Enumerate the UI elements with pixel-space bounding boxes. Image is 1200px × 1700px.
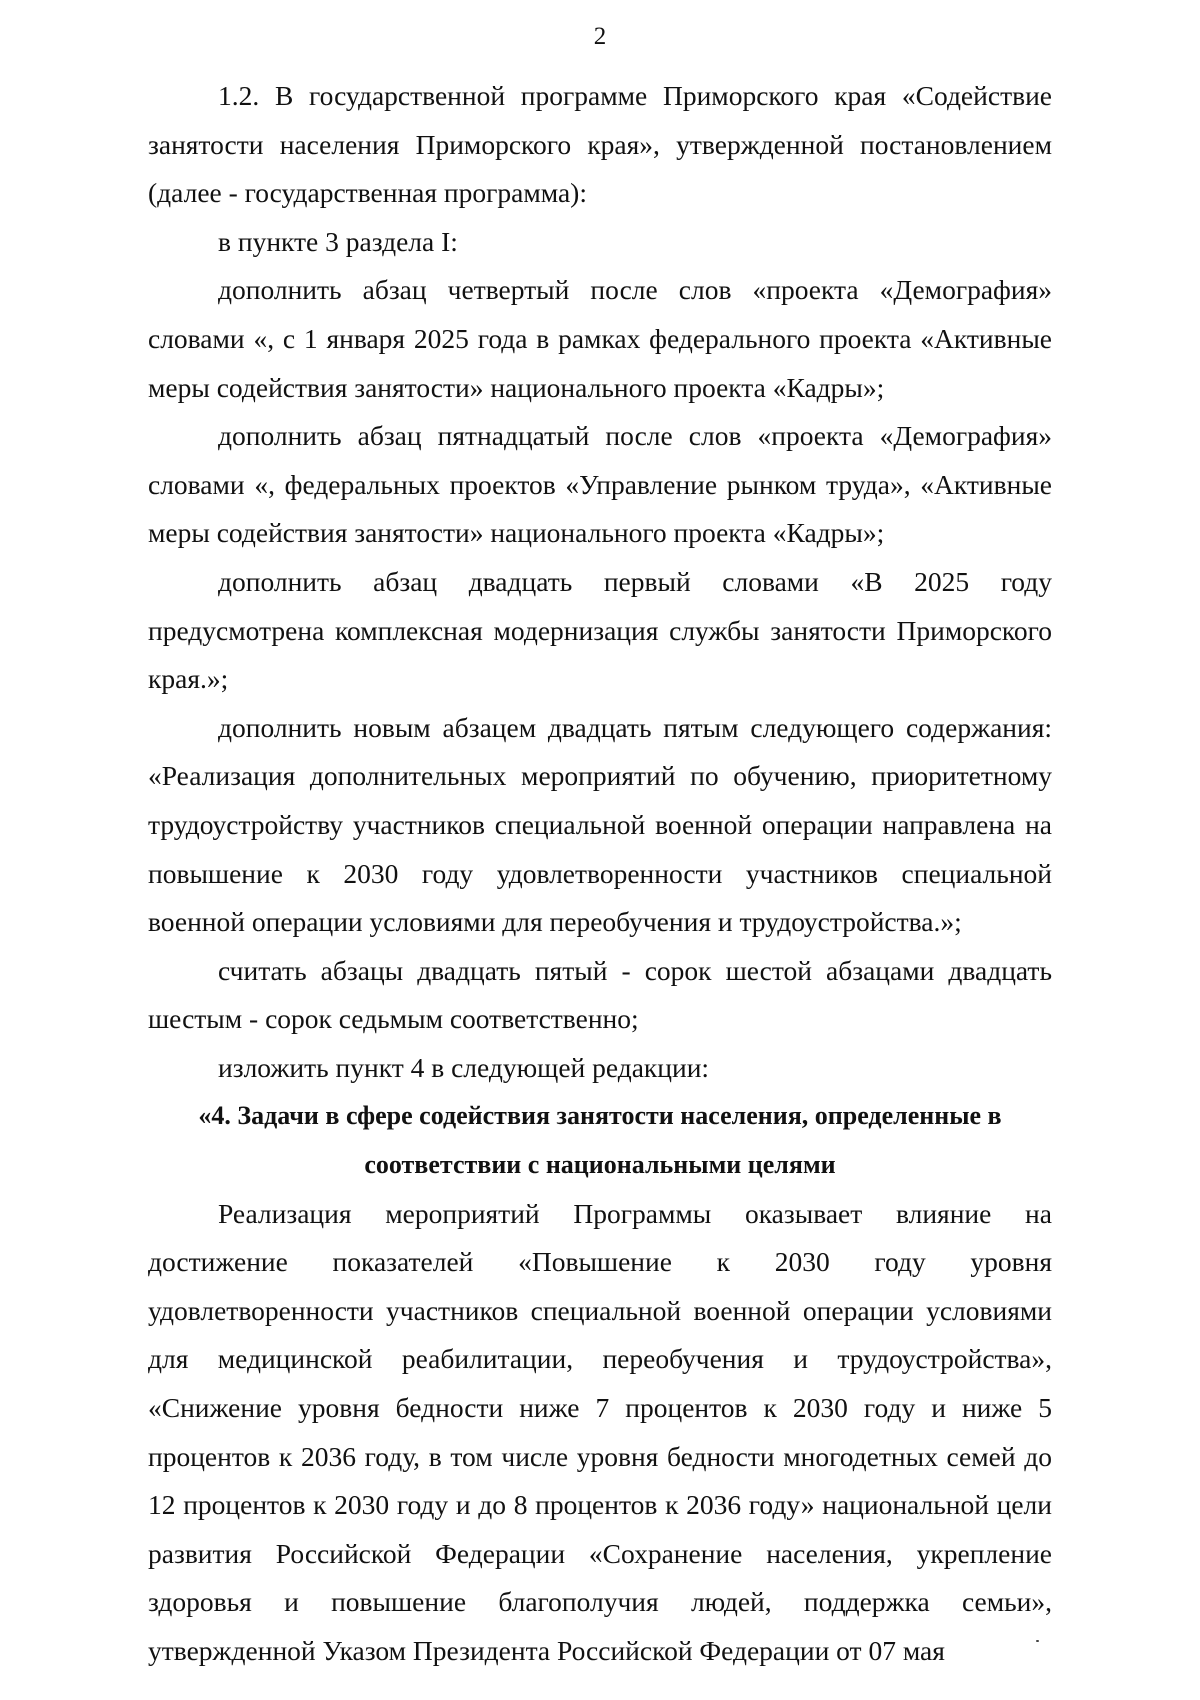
section-heading-line-1: «4. Задачи в сфере содействия занятости населения, определенные в	[198, 1101, 1002, 1131]
section-heading	[148, 1092, 1052, 1189]
page-number: 2	[593, 23, 607, 50]
paragraph-amend-fifteenth: дополнить абзац пятнадцатый после слов «проекта «Демография» словами «, федеральных проектов «Управление рынком труда», «Активные меры содействия занятости» национального проекта «Кадры»;	[148, 420, 1052, 549]
paragraph-renumber: считать абзацы двадцать пятый - сорок шестой абзацами двадцать шестым - сорок седьмым соответственно;	[148, 954, 1052, 1035]
paragraph-point-4-intro: изложить пункт 4 в следующей редакции:	[218, 1051, 710, 1083]
paragraph-new-twenty-fifth: дополнить новым абзацем двадцать пятым следующего содержания: «Реализация дополнительных мероприятий по обучению, приоритетному трудоустройству участников специальной военной операции направлена на повышение к 2030 году удовлетворенности участников специальной военной операции условиями для переобучения и трудоустройства.»;	[148, 711, 1052, 938]
scan-speck	[1036, 1640, 1039, 1642]
paragraph-program-impact: Реализация мероприятий Программы оказывает влияние на достижение показателей «Повышение к 2030 году уровня удовлетворенности участников специальной военной операции условиями для медицинской реабилитации, переобучения и трудоустройства», «Снижение уровня бедности ниже 7 процентов к 2030 году и ниже 5 процентов к 2036 году, в том числе уровня бедности многодетных семей до 12 процентов к 2030 году и до 8 процентов к 2036 году» национальной цели развития Российской Федерации «Сохранение населения, укрепление здоровья и повышение благополучия людей, поддержка семьи», утвержденной Указом Президента Российской Федерации от 07 мая	[148, 1197, 1052, 1666]
paragraph-amend-fourth: дополнить абзац четвертый после слов «проекта «Демография» словами «, с 1 января 2025 года в рамках федерального проекта «Активные меры содействия занятости» национального проекта «Кадры»;	[148, 274, 1052, 403]
document-body	[148, 72, 1052, 1676]
section-heading-line-2: соответствии с национальными целями	[364, 1150, 836, 1180]
paragraph-1-2-intro: 1.2. В государственной программе Приморского края «Содействие занятости населения Приморского края», утвержденной постановлением (далее - государственная программа):	[148, 80, 1052, 209]
paragraph-amend-twenty-first: дополнить абзац двадцать первый словами «В 2025 году предусмотрена комплексная модернизация службы занятости Приморского края.»;	[148, 565, 1052, 695]
paragraph-point-3-section-1: в пункте 3 раздела I:	[218, 225, 458, 257]
